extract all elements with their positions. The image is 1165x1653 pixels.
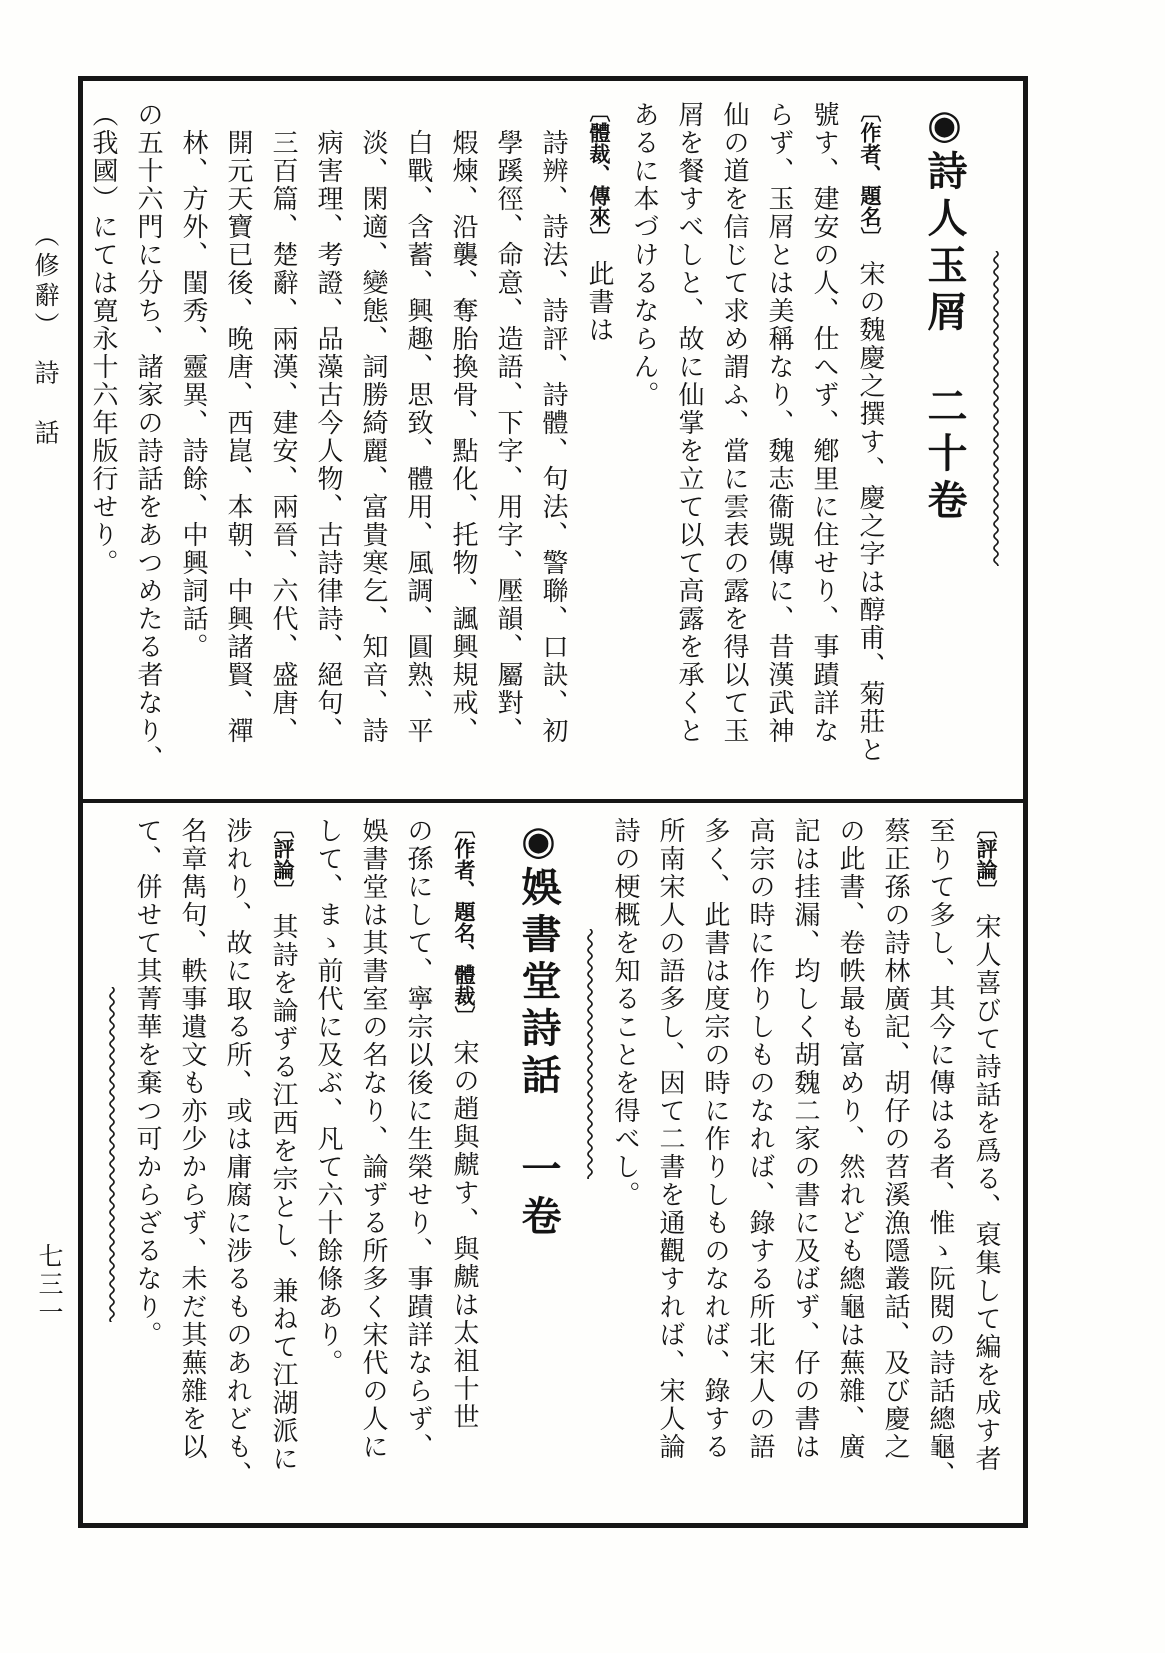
text-column: 涉れり、故に取る所、或は庸腐に涉るものあれども、 bbox=[223, 817, 252, 1489]
entry-shijin-gyokusetsu bbox=[83, 81, 1023, 799]
page-frame bbox=[78, 76, 1028, 1528]
text-column-list: 學蹊徑、命意、造語、下字、用字、壓韻、屬對、 bbox=[494, 129, 523, 745]
text-column-list: 開元天寶已後、晚唐、西崑、本朝、中興諸賢、禪 bbox=[224, 129, 253, 745]
wavy-rule-line bbox=[585, 929, 595, 1179]
text-column-list: 病害理、考證、品藻古今人物、古詩律詩、絕句、 bbox=[314, 129, 343, 745]
text-column-list: 淡、閑適、變態、詞勝綺麗、富貴寒乞、知音、詩 bbox=[359, 129, 388, 745]
entry-title-text: 詩人玉屑 二十卷 bbox=[922, 150, 967, 526]
column-text: 宋の魏慶之撰す、慶之字は醇甫、菊莊と bbox=[856, 260, 885, 764]
text-column-list: 林、方外、閨秀、靈異、詩餘、中興詞話。 bbox=[179, 129, 208, 661]
page-number: 七三一 bbox=[35, 1243, 62, 1327]
text-column: 娛書堂は其書室の名なり、論ずる所多く宋代の人に bbox=[359, 817, 388, 1461]
text-column: あるに本づけるならん。 bbox=[630, 101, 659, 409]
wavy-rule bbox=[981, 101, 1009, 793]
text-column-list: 詩辨、詩法、詩評、詩體、句法、警聯、口訣、初 bbox=[539, 129, 568, 745]
entry-title bbox=[907, 101, 981, 793]
wavy-rule-line bbox=[107, 987, 117, 1322]
text-column: の此書、卷帙最も富めり、然れども總龜は蕪雜、廣 bbox=[836, 817, 865, 1461]
text-column: 號す、建安の人、仕へず、鄕里に住せり、事蹟詳な bbox=[810, 101, 839, 745]
text-column: 詩の梗概を知ることを得べし。 bbox=[611, 817, 640, 1209]
column-text: 此書は bbox=[585, 260, 614, 344]
text-column: （我國）にては寛永十六年版行せり。 bbox=[89, 101, 118, 577]
entry-bullet-icon: ◉ bbox=[922, 101, 967, 150]
section-label-review: 〔評論〕 bbox=[974, 817, 998, 901]
text-column: 至りて多し、其今に傳はる者、惟ゝ阮閱の詩話總龜、 bbox=[926, 817, 955, 1489]
column-text: 宋人喜びて詩話を爲る、裒集して編を成す者 bbox=[972, 913, 1001, 1473]
text-column bbox=[963, 817, 1009, 1517]
text-column: の孫にして、寧宗以後に生榮せり、事蹟詳ならず、 bbox=[404, 817, 433, 1461]
text-column: 多く、此書は度宗の時に作りしものなれば、錄する bbox=[701, 817, 730, 1461]
margin-label: （修辭） 詩 話 bbox=[31, 222, 58, 450]
wavy-rule bbox=[97, 817, 125, 1517]
text-column bbox=[260, 817, 306, 1517]
text-column: 仙の道を信じて求め謂ふ、當に雲表の露を得以て玉 bbox=[720, 101, 749, 745]
text-column: らず、玉屑とは美稱なり、魏志衞覬傳に、昔漢武神 bbox=[765, 101, 794, 745]
text-column bbox=[576, 101, 622, 793]
wavy-rule-line bbox=[991, 251, 1001, 566]
text-column: て、併せて其菁華を棄つ可からざるなり。 bbox=[133, 817, 162, 1349]
text-column-list: 白戰、含蓄、興趣、思致、體用、風調、圓熟、平 bbox=[404, 129, 433, 745]
entry-bullet-icon: ◉ bbox=[516, 817, 561, 866]
text-column: 記は挂漏、均しく胡魏二家の書に及ばず、仔の書は bbox=[791, 817, 820, 1461]
text-column: 名章雋句、軼事遺文も亦少からず、未だ其蕪雜を以 bbox=[178, 817, 207, 1461]
text-column: して、まゝ前代に及ぶ、凡て六十餘條あり。 bbox=[314, 817, 343, 1377]
text-column bbox=[847, 101, 893, 793]
section-label-taisai: 〔體裁、傳來〕 bbox=[587, 101, 611, 248]
text-column: 所南宋人の語多し、因て二書を通觀すれば、宋人論 bbox=[656, 817, 685, 1461]
text-column-list: 煆煉、沿襲、奪胎換骨、點化、托物、諷興規戒、 bbox=[449, 129, 478, 745]
section-label-author: 〔作者、題名、體裁〕 bbox=[452, 817, 476, 1027]
text-column bbox=[441, 817, 487, 1517]
text-column: 高宗の時に作りしものなれば、錄する所北宋人の語 bbox=[746, 817, 775, 1461]
entry-gushodo-shiwa bbox=[83, 803, 1023, 1523]
entry-title-text: 娛書堂詩話 一卷 bbox=[516, 866, 561, 1242]
column-text: 宋の趙與虤す、與虤は太祖十世 bbox=[450, 1039, 479, 1431]
text-column: 蔡正孫の詩林廣記、胡仔の苕溪漁隱叢話、及び慶之 bbox=[881, 817, 910, 1461]
section-label-review: 〔評論〕 bbox=[271, 817, 295, 901]
section-label-author: 〔作者、題名〕 bbox=[858, 101, 882, 248]
entry-title bbox=[501, 817, 575, 1517]
text-column: 屑を餐すべしと、故に仙掌を立て以て高露を承くと bbox=[675, 101, 704, 745]
text-column-list: 三百篇、楚辭、兩漢、建安、兩晉、六代、盛唐、 bbox=[269, 129, 298, 745]
text-column: の五十六門に分ち、諸家の詩話をあつめたる者なり、 bbox=[134, 101, 163, 773]
wavy-rule bbox=[575, 817, 603, 1517]
column-text: 其詩を論ずる江西を宗とし、兼ねて江湖派に bbox=[269, 913, 298, 1473]
